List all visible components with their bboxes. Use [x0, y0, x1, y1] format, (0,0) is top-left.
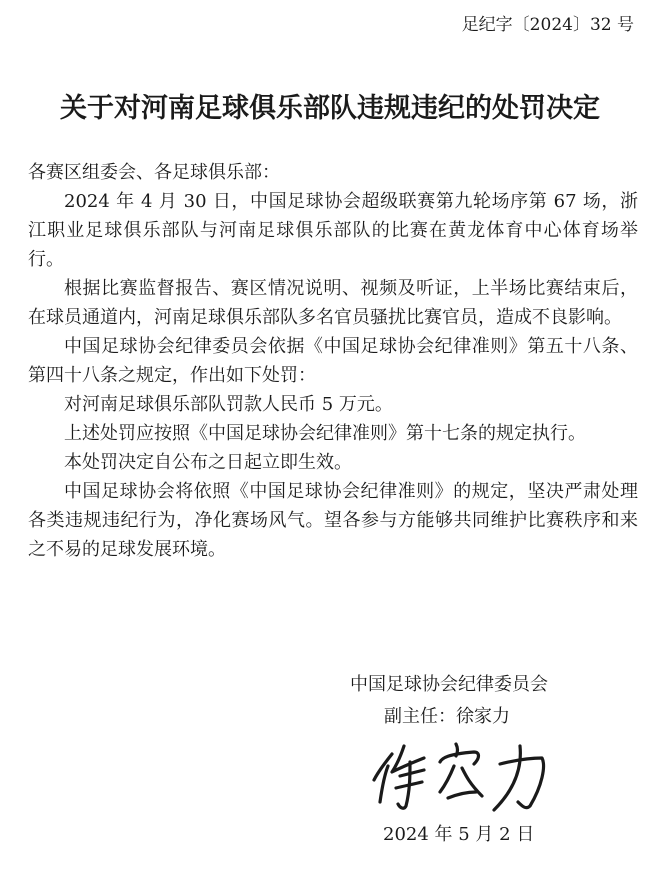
- signer-title: 副主任：徐家力: [384, 706, 510, 727]
- salutation: 各赛区组委会、各足球俱乐部：: [28, 162, 280, 183]
- paragraph-7: 中国足球协会将依照《中国足球协会纪律准则》的规定，坚决严肃处理各类违规违纪行为，净化赛场风气。望各参与方能够共同维护比赛秩序和来之不易的足球发展环境。: [28, 481, 638, 560]
- paragraph-2: 根据比赛监督报告、赛区情况说明、视频及听证，上半场比赛结束后，在球员通道内，河南足球俱乐部队多名官员骚扰比赛官员，造成不良影响。: [28, 278, 638, 328]
- issuer-name: 中国足球协会纪律委员会: [350, 674, 548, 695]
- paragraph-3: 中国足球协会纪律委员会依据《中国足球协会纪律准则》第五十八条、第四十八条之规定，作出如下处罚：: [28, 336, 638, 386]
- issue-date: 2024 年 5 月 2 日: [383, 824, 535, 845]
- handwritten-signature: [370, 736, 560, 816]
- document-title: 关于对河南足球俱乐部队违规违纪的处罚决定: [60, 93, 600, 124]
- paragraph-4: 对河南足球俱乐部队罚款人民币 5 万元。: [64, 394, 393, 415]
- document-body: [28, 158, 638, 564]
- paragraph-6: 本处罚决定自公布之日起立即生效。: [64, 452, 352, 473]
- document-number: 足纪字〔2024〕32 号: [461, 15, 634, 35]
- paragraph-1: 2024 年 4 月 30 日，中国足球协会超级联赛第九轮场序第 67 场，浙江职业足球俱乐部队与河南足球俱乐部队的比赛在黄龙体育中心体育场举行。: [28, 191, 638, 270]
- paragraph-5: 上述处罚应按照《中国足球协会纪律准则》第十七条的规定执行。: [64, 423, 586, 444]
